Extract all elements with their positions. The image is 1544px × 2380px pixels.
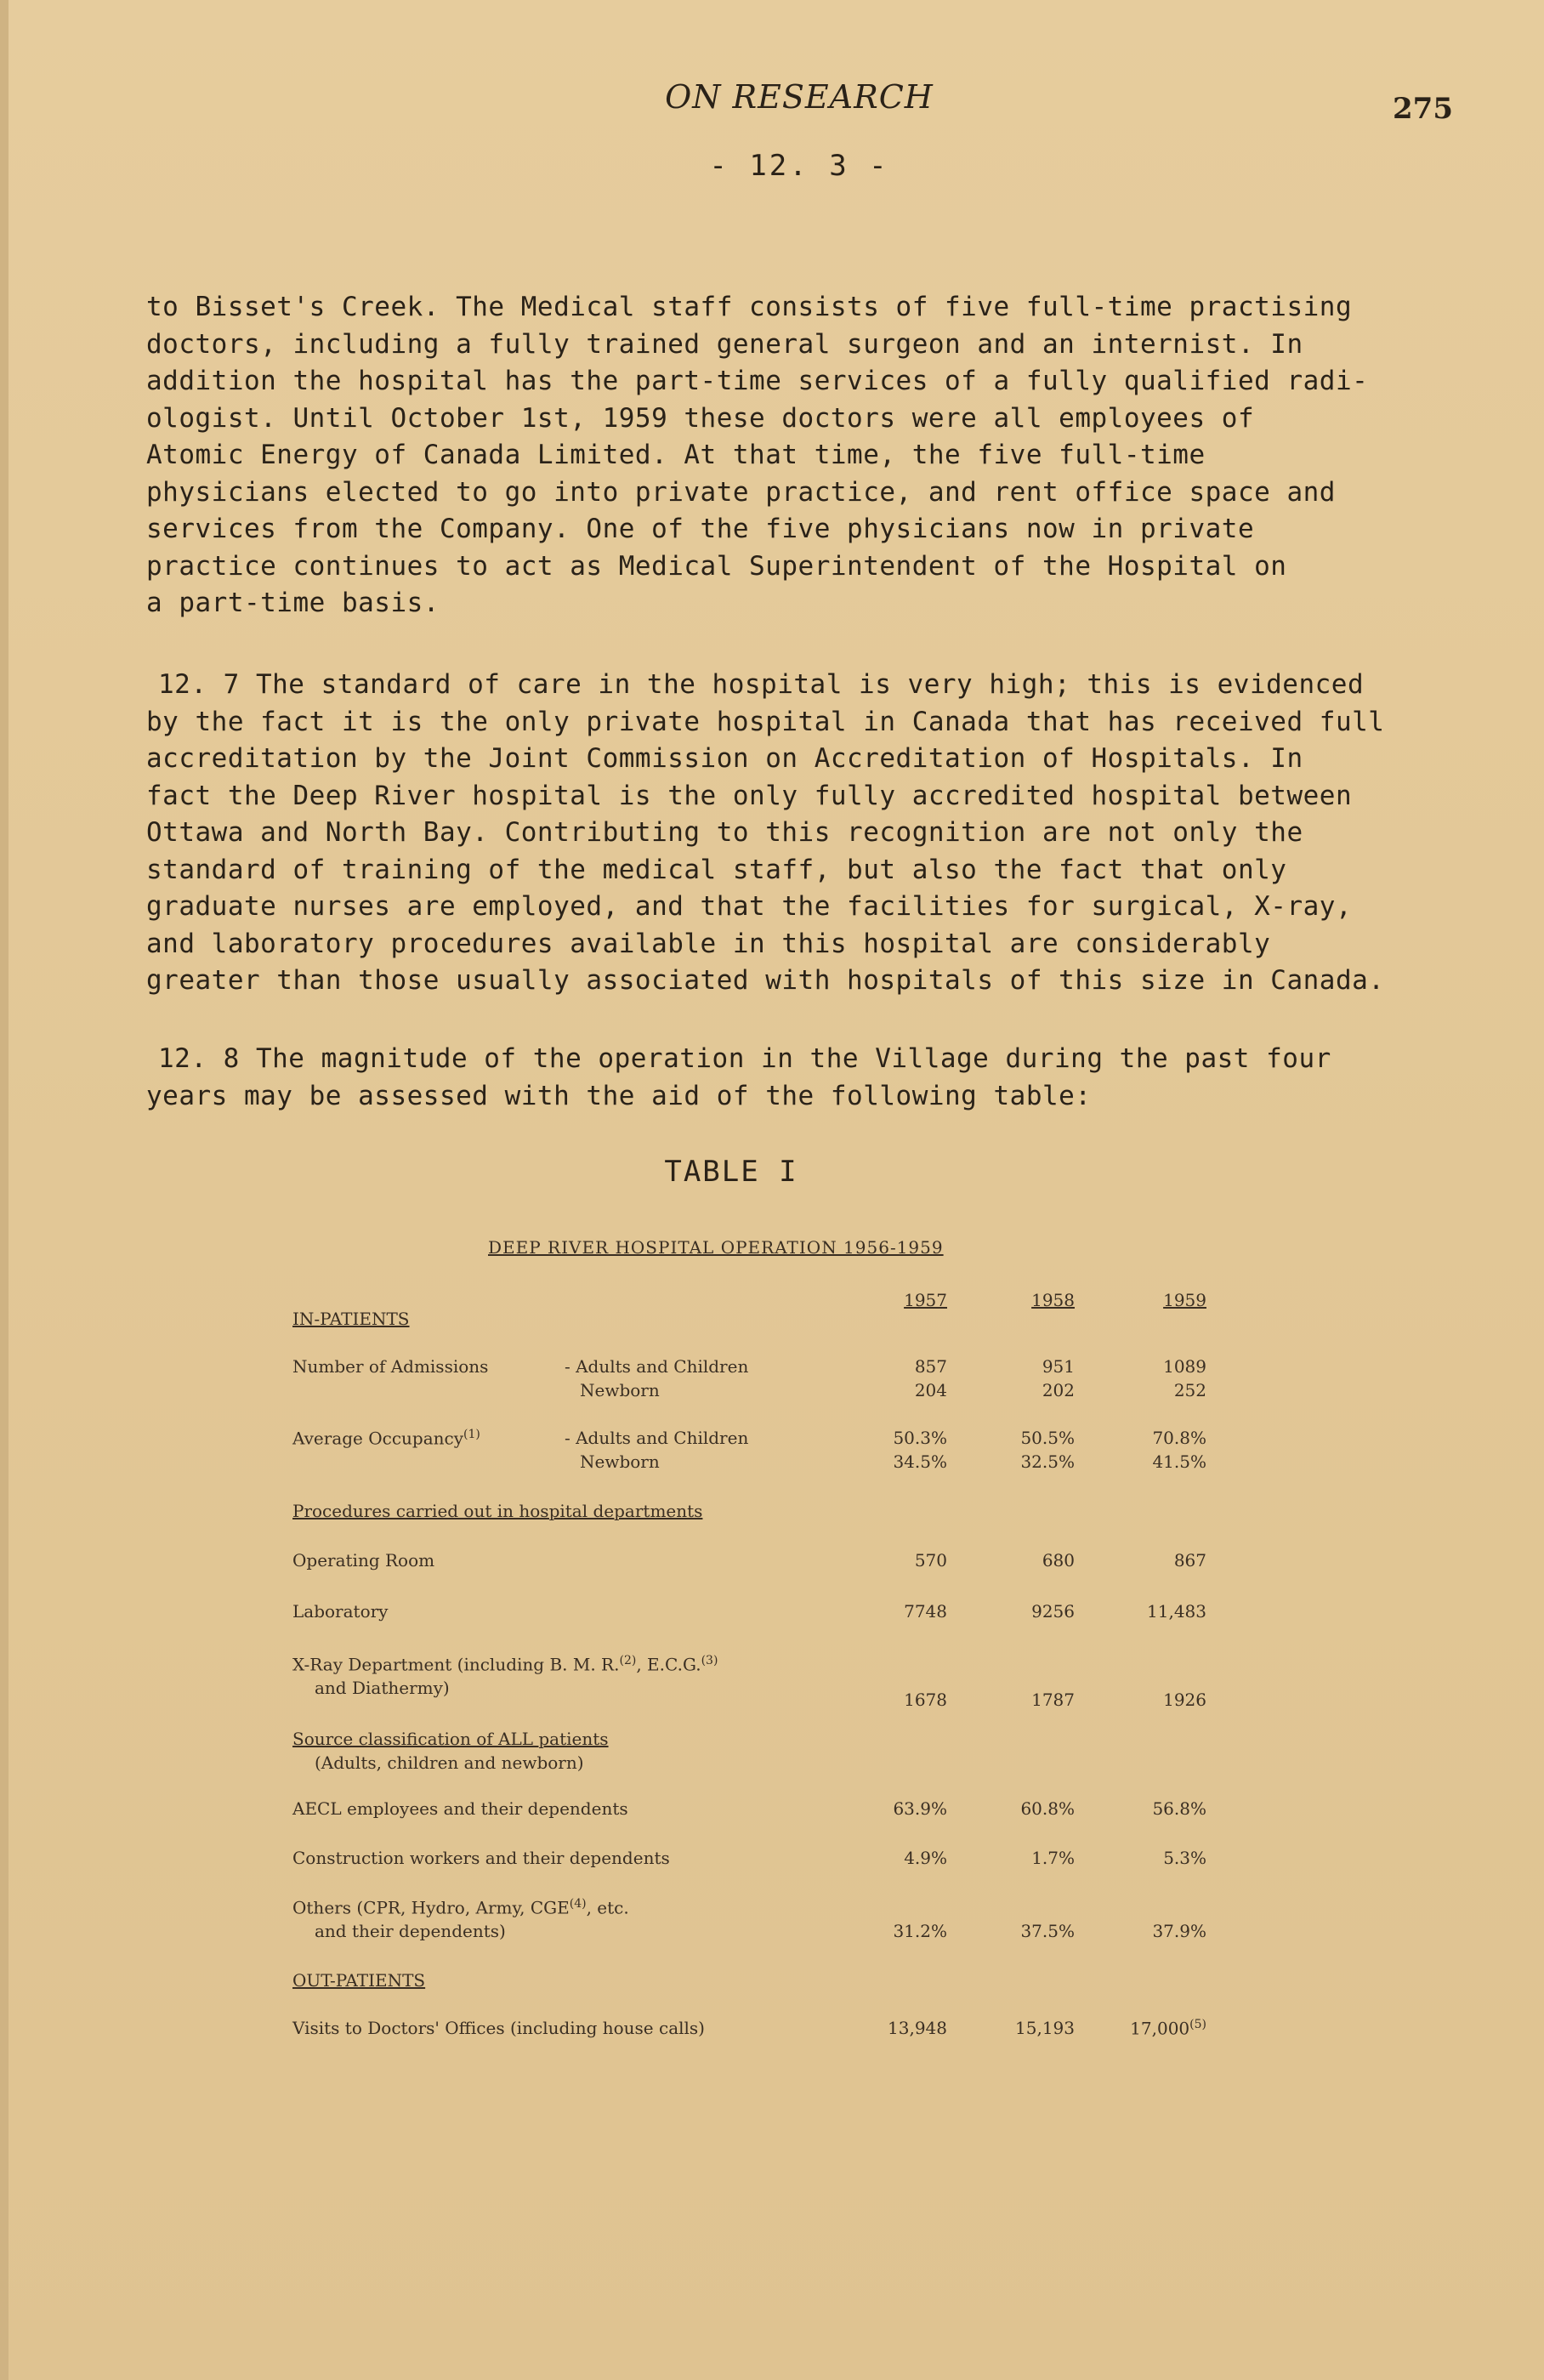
text-line: ologist. Until October 1st, 1959 these doctors were all employees of [146, 402, 1255, 434]
row-label [292, 1654, 718, 1675]
table-cell: 867 [1173, 1550, 1206, 1571]
table-cell: 951 [1042, 1356, 1075, 1377]
text-line: accreditation by the Joint Commission on Accreditation of Hospitals. In [146, 743, 1303, 774]
table-row [292, 1451, 1245, 1477]
others-label: Others (CPR, Hydro, Army, CGE [292, 1897, 570, 1918]
table-cell: 63.9% [893, 1798, 947, 1819]
year-header: 1959 [1163, 1290, 1206, 1310]
text-line: greater than those usually associated with hospitals of this size in Canada. [146, 965, 1385, 996]
procedures-heading: Procedures carried out in hospital departments [292, 1501, 703, 1521]
others-label-etc: , etc. [586, 1897, 629, 1918]
row-label: Visits to Doctors' Offices (including house calls) [292, 2018, 705, 2038]
row-sublabel: Newborn [580, 1451, 660, 1472]
out-patients-heading: OUT-PATIENTS [292, 1970, 426, 1991]
table-cell: 50.3% [893, 1428, 947, 1448]
text-line: years may be assessed with the aid of the following table: [146, 1080, 1092, 1111]
text-line: practice continues to act as Medical Superintendent of the Hospital on [146, 550, 1287, 582]
table-cell: 1.7% [1031, 1848, 1075, 1868]
footnote-marker: (4) [569, 1897, 587, 1911]
table-cell: 252 [1173, 1380, 1206, 1400]
row-sublabel: Newborn [580, 1380, 660, 1400]
table-row [292, 1678, 1245, 1710]
table-cell [1104, 2018, 1206, 2039]
row-label: AECL employees and their dependents [292, 1798, 628, 1819]
text-line: fact the Deep River hospital is the only fully accredited hospital between [146, 780, 1353, 811]
occupancy-label: Average Occupancy [292, 1428, 464, 1449]
table-cell: 1089 [1163, 1356, 1206, 1377]
source-heading: Source classification of ALL patients [292, 1729, 609, 1749]
text-line: and laboratory procedures available in this hospital are considerably [146, 928, 1271, 959]
text-line: Atomic Energy of Canada Limited. At that time, the five full-time [146, 440, 1206, 470]
table-cell: 70.8% [1152, 1428, 1206, 1448]
table-row [292, 1550, 1245, 1576]
table-row [292, 1897, 1245, 1923]
table-cell: 56.8% [1152, 1798, 1206, 1819]
table-row [292, 1798, 1245, 1824]
table-cell: 4.9% [904, 1848, 947, 1868]
text-line: 12. 7 The standard of care in the hospital is very high; this is evidenced [158, 669, 1365, 700]
table-cell: 9256 [1031, 1601, 1075, 1622]
table-cell: 1678 [904, 1690, 947, 1710]
table-cell: 34.5% [893, 1451, 947, 1472]
row-label: Number of Admissions [292, 1356, 489, 1377]
row-label: and their dependents) [315, 1921, 506, 1941]
running-header: ON RESEARCH [665, 78, 934, 116]
text-line: physicians elected to go into private practice, and rent office space and [146, 476, 1336, 508]
section-marker: - 12. 3 - [709, 149, 889, 183]
text-line: doctors, including a fully trained general surgeon and an internist. In [146, 328, 1303, 360]
table-row [292, 1601, 1245, 1627]
row-label: Construction workers and their dependents [292, 1848, 670, 1868]
table-cell: 11,483 [1147, 1601, 1206, 1622]
text-line: to Bisset's Creek. The Medical staff consists of five full-time practising [146, 292, 1353, 322]
row-label: Operating Room [292, 1550, 435, 1571]
text-line: by the fact it is the only private hospital in Canada that has received full [146, 706, 1385, 737]
row-label: Laboratory [292, 1601, 389, 1622]
table-title: TABLE I [664, 1155, 798, 1189]
table-cell: 50.5% [1020, 1428, 1075, 1448]
table-row [292, 1356, 1245, 1382]
section-heading-row [292, 1309, 1245, 1334]
xray-label-ecg: , E.C.G. [636, 1654, 701, 1675]
source-subheading: (Adults, children and newborn) [315, 1752, 584, 1773]
in-patients-heading: IN-PATIENTS [292, 1309, 410, 1329]
table-cell: 37.9% [1152, 1921, 1206, 1941]
year-header: 1958 [1031, 1290, 1075, 1310]
section-heading-row [292, 1970, 1245, 1996]
paragraph-12-7 [146, 667, 1388, 1000]
table-row [292, 1380, 1245, 1406]
text-line: graduate nurses are employed, and that the facilities for surgical, X-ray, [146, 891, 1353, 922]
page-number: 275 [1393, 92, 1453, 126]
table-cell: 41.5% [1152, 1451, 1206, 1472]
row-label [292, 1428, 480, 1449]
table-row [292, 1428, 1245, 1453]
row-sublabel: - Adults and Children [565, 1428, 749, 1448]
table-row [292, 1848, 1245, 1873]
text-line: 12. 8 The magnitude of the operation in the Village during the past four [158, 1043, 1331, 1074]
row-sublabel: - Adults and Children [565, 1356, 749, 1377]
text-line: services from the Company. One of the five physicians now in private [146, 514, 1255, 544]
table-cell: 7748 [904, 1601, 947, 1622]
text-line: standard of training of the medical staff, but also the fact that only [146, 854, 1287, 885]
section-heading-row [292, 1729, 1245, 1754]
table-caption: DEEP RIVER HOSPITAL OPERATION 1956-1959 [488, 1237, 944, 1258]
table-cell: 5.3% [1163, 1848, 1206, 1868]
footnote-marker: (1) [463, 1428, 480, 1441]
table-cell: 1926 [1163, 1690, 1206, 1710]
table-cell: 13,948 [888, 2018, 947, 2038]
table-cell: 680 [1042, 1550, 1075, 1571]
table-cell: 60.8% [1020, 1798, 1075, 1819]
table-cell: 570 [914, 1550, 947, 1571]
row-label [292, 1897, 629, 1918]
xray-label: X-Ray Department (including B. M. R. [292, 1654, 620, 1675]
visits-1959-value: 17,000 [1130, 2018, 1190, 2039]
text-line: addition the hospital has the part-time services of a fully qualified radi- [146, 366, 1369, 396]
table-cell: 202 [1042, 1380, 1075, 1400]
paragraph-continuation [146, 289, 1388, 622]
text-line: Ottawa and North Bay. Contributing to this recognition are not only the [146, 817, 1303, 848]
table-cell: 31.2% [893, 1921, 947, 1941]
year-header: 1957 [904, 1290, 947, 1310]
table-row [292, 1921, 1245, 1946]
table-cell: 32.5% [1020, 1451, 1075, 1472]
table-cell: 1787 [1031, 1690, 1075, 1710]
section-heading-row [292, 1501, 1245, 1526]
footnote-marker: (5) [1189, 2018, 1206, 2031]
table-row [292, 2018, 1245, 2043]
table-row [292, 1654, 1245, 1679]
text-line: a part-time basis. [146, 588, 440, 618]
table-cell: 37.5% [1020, 1921, 1075, 1941]
table-cell: 204 [914, 1380, 947, 1400]
page-binding-edge [0, 0, 9, 2380]
row-label: and Diathermy) [315, 1678, 450, 1698]
section-subheading-row [292, 1752, 1245, 1778]
paragraph-12-8 [146, 1041, 1388, 1115]
table-cell: 857 [914, 1356, 947, 1377]
footnote-marker: (3) [701, 1654, 718, 1667]
footnote-marker: (2) [619, 1654, 637, 1667]
table-cell: 15,193 [1015, 2018, 1075, 2038]
